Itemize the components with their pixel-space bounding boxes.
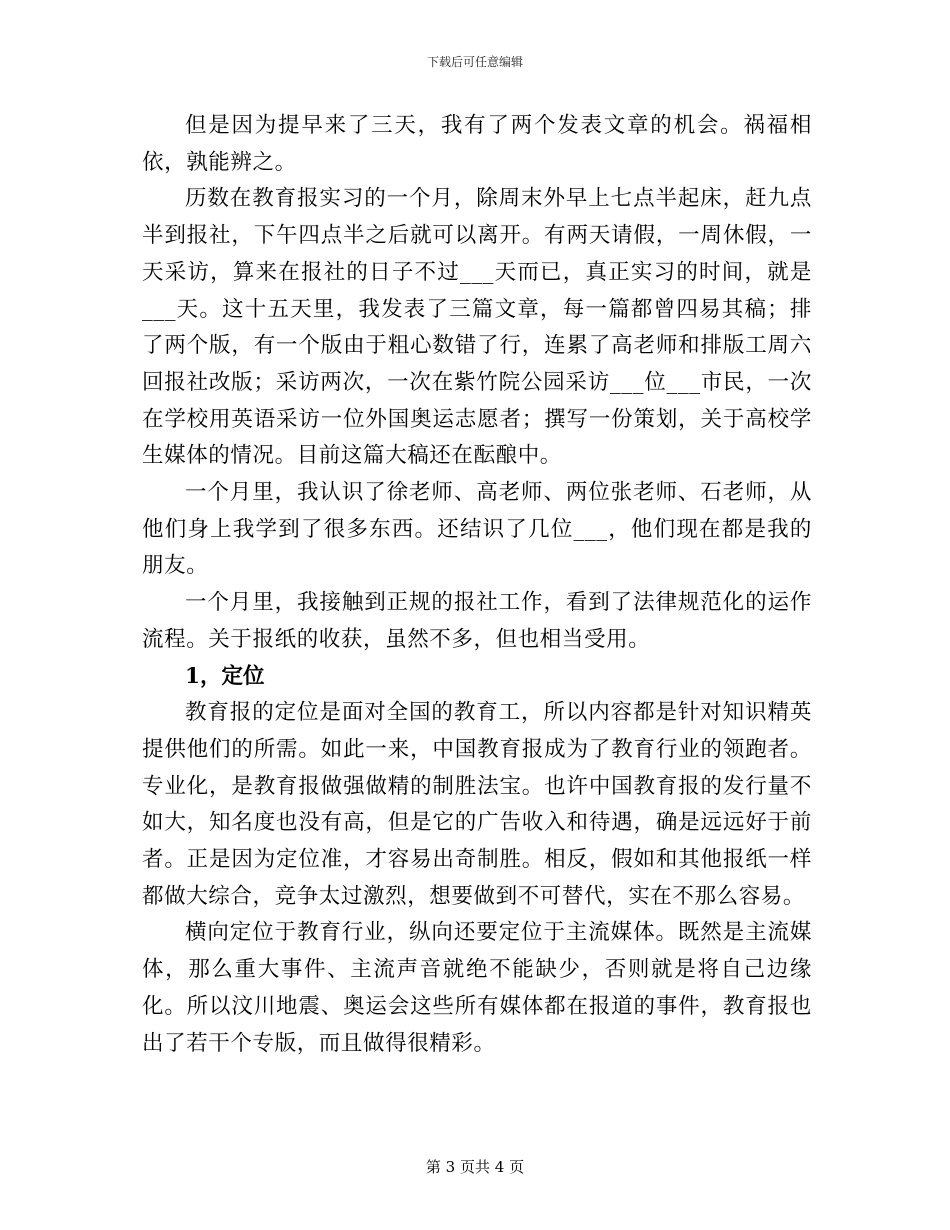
page-header: 下载后可任意编辑 — [426, 55, 523, 69]
paragraph-3: 一个月里，我认识了徐老师、高老师、两位张老师、石老师，从他们身上我学到了很多东西。还结识了几位___，他们现在都是我的朋友。 — [142, 480, 812, 579]
paragraph-5: 教育报的定位是面对全国的教育工，所以内容都是针对知识精英提供他们的所需。如此一来，中国教育报成为了教育行业的领跑者。专业化，是教育报做强做精的制胜法宝。也许中国教育报的发行量不如大，知名度也没有高，但是它的广告收入和待遇，确是远远好于前者。正是因为定位准，才容易出奇制胜。相反，假如和其他报纸一样都做大综合，竞争太过激烈，想要做到不可替代，实在不那么容易。 — [142, 700, 812, 909]
page-footer: 第 3 页共 4 页 — [425, 1158, 525, 1176]
paragraph-6: 横向定位于教育行业，纵向还要定位于主流媒体。既然是主流媒体，那么重大事件、主流声音就绝不能缺少，否则就是将自己边缘化。所以汶川地震、奥运会这些所有媒体都在报道的事件，教育报也出了若干个专版，而且做得很精彩。 — [142, 920, 812, 1056]
section-heading: 1，定位 — [185, 663, 265, 689]
document-body — [142, 108, 812, 1062]
paragraph-2: 历数在教育报实习的一个月，除周末外早上七点半起床，赶九点半到报社，下午四点半之后就可以离开。有两天请假，一周休假，一天采访，算来在报社的日子不过___天而已，真正实习的时间，就是___天。这十五天里，我发表了三篇文章，每一篇都曾四易其稿；排了两个版，有一个版由于粗心数错了行，连累了高老师和排版工周六回报社改版；采访两次，一次在紫竹院公园采访___位___市民，一次在学校用英语采访一位外国奥运志愿者；撰写一份策划，关于高校学生媒体的情况。目前这篇大稿还在酝酿中。 — [142, 186, 812, 469]
paragraph-4: 一个月里，我接触到正规的报社工作，看到了法律规范化的运作流程。关于报纸的收获，虽然不多，但也相当受用。 — [142, 590, 812, 652]
paragraph-1: 但是因为提早来了三天，我有了两个发表文章的机会。祸福相依，孰能辨之。 — [142, 113, 812, 175]
